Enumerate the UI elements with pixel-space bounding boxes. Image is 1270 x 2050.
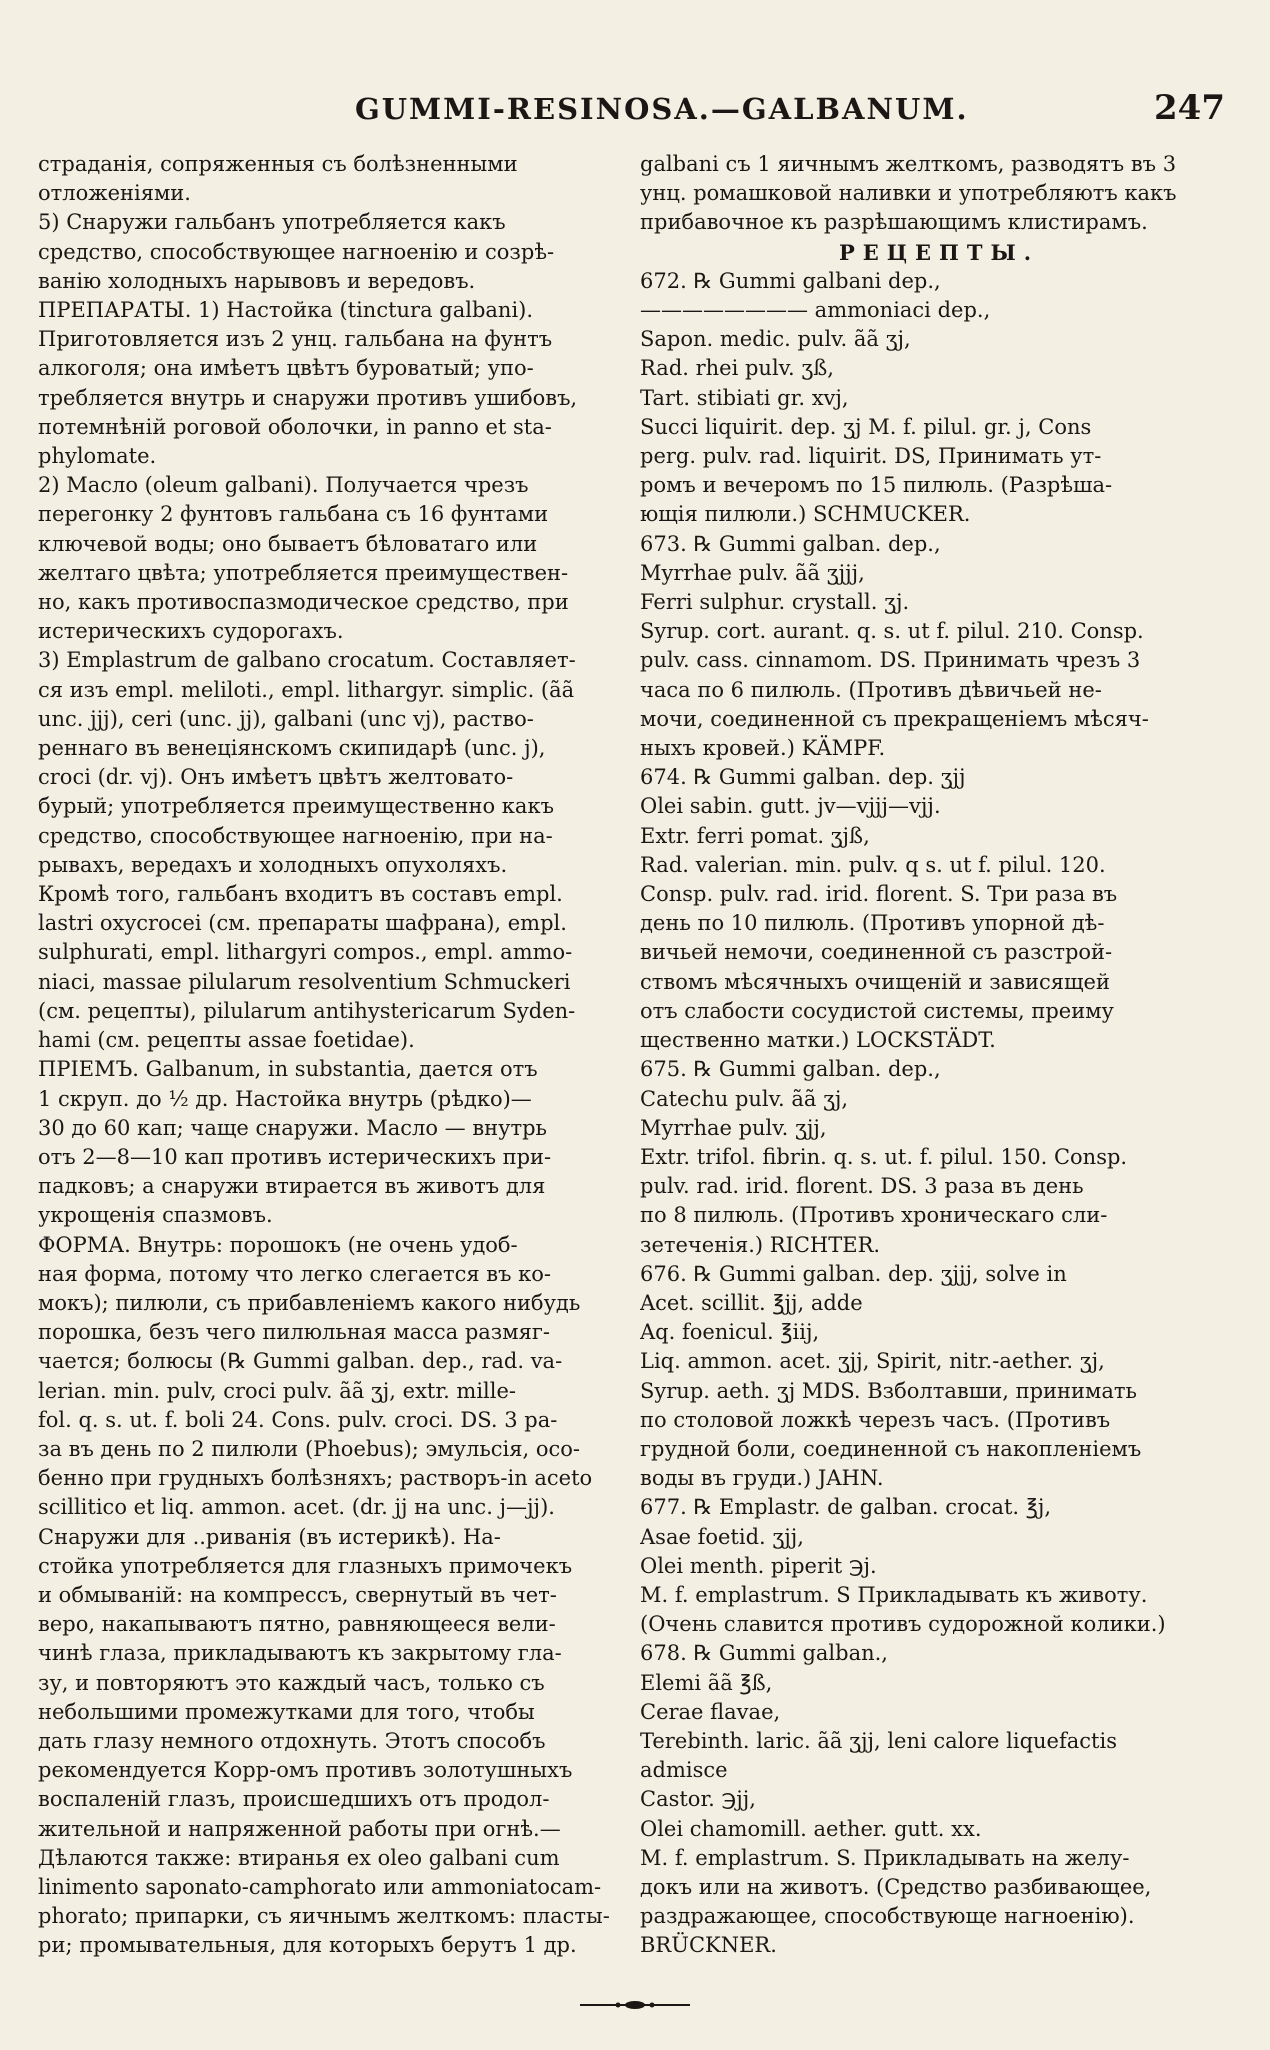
text-line: Cerae flavae, (640, 1699, 781, 1724)
running-header (0, 88, 1270, 138)
text-line: вичьей немочи, соединенной съ разстрой- (640, 940, 1113, 965)
recipes-heading: РЕЦЕПТЫ. (838, 239, 1040, 265)
text-line: докъ или на животъ. (Средство разбивающее, (640, 1874, 1152, 1899)
text-line: linimento saponato-camphorato или ammoniatocam- (38, 1874, 602, 1899)
text-line: Olei menth. piperit ℈j. (640, 1553, 877, 1578)
text-line: по 8 пилюль. (Противъ хроническаго сли- (640, 1203, 1108, 1228)
text-line: phylomate. (38, 444, 157, 469)
text-line: средство, способствующее нагноенію и созрѣ- (38, 239, 555, 264)
text-line: бурый; употребляется преимущественно какъ (38, 794, 554, 819)
end-ornament (580, 1998, 690, 2012)
text-line: pulv. cass. cinnamom. DS. Принимать чрезъ 3 (640, 648, 1141, 673)
text-line: Castor. ℈jj, (640, 1787, 756, 1812)
text-line: Catechu pulv. ãã ʒj, (640, 1086, 849, 1111)
text-line: unc. jjj), cerі (unc. jj), galbani (unc vj), раство- (38, 706, 534, 731)
text-line: реннаго въ венеціянскомъ скипидарѣ (unc. j), (38, 736, 546, 761)
text-line: раздражающее, способствующе нагноенію). (640, 1904, 1135, 1929)
text-line: Rad. rhei pulv. ʒß, (640, 356, 834, 381)
text-line: отъ 2—8—10 кап противъ истерическихъ при- (38, 1144, 552, 1169)
text-line: стойка употребляется для глазныхъ примочекъ (38, 1553, 573, 1578)
text-line: 1 скруп. до ½ др. Настойка внутрь (рѣдко)— (38, 1086, 532, 1111)
text-line: ФОРМА. Внутрь: порошокъ (не очень удоб- (38, 1232, 518, 1257)
text-line: galbani съ 1 яичнымъ желткомъ, разводятъ въ 3 (640, 152, 1177, 176)
text-line: ющія пилюли.) SCHMUCKER. (640, 502, 971, 527)
text-line: Tart. stibiati gr. xvj, (640, 385, 849, 410)
text-line: scillitico et liq. ammon. acet. (dr. jj на unc. j—jj). (38, 1495, 555, 1520)
text-line: бенно при грудныхъ болѣзняхъ; растворъ-in aceto (38, 1466, 593, 1491)
text-line: Syrup. cort. aurant. q. s. ut f. pilul. 210. Consp. (640, 619, 1144, 644)
text-line: phorato; припарки, съ яичнымъ желткомъ: пласты- (38, 1904, 610, 1929)
text-line: зу, и повторяютъ это каждый часъ, только съ (38, 1670, 545, 1695)
text-line: Extr. ferri pomat. ʒjß, (640, 823, 870, 848)
text-line: ванію холодныхъ нарывовъ и вередовъ. (38, 268, 476, 293)
text-line: 673. ℞ Gummi galban. dep., (640, 531, 941, 556)
text-line: 677. ℞ Emplastr. de galban. crocat. ℥j, (640, 1495, 1052, 1520)
text-line: отложеніями. (38, 181, 191, 206)
text-line: croci (dr. vj). Онъ имѣетъ цвѣтъ желтовато- (38, 765, 514, 790)
text-line: 672. ℞ Gummi galbani dep., (640, 268, 941, 293)
text-line: порошка, безъ чего пилюльная масса размяг- (38, 1320, 550, 1345)
text-line: истерическихъ судорогахъ. (38, 619, 344, 644)
text-line: зетеченія.) RICHTER. (640, 1232, 881, 1257)
text-line: M. f. emplastrum. S Прикладывать къ животу. (640, 1582, 1148, 1607)
text-line: Rad. valerian. min. pulv. q s. ut f. pilul. 120. (640, 852, 1106, 877)
text-line: но, какъ противоспазмодическое средство, при (38, 590, 569, 615)
text-line: ромъ и вечеромъ по 15 пилюль. (Разрѣша- (640, 473, 1113, 498)
text-line: чается; болюсы (℞ Gummi galban. dep., rad. va- (38, 1349, 563, 1374)
text-line: ся изъ empl. meliloti., empl. lithargyr. simplic. (ãã (38, 677, 575, 702)
text-line: Syrup. aeth. ʒj MDS. Взболтавши, принимать (640, 1378, 1137, 1403)
text-line: дать глазу немного отдохнуть. Этотъ способъ (38, 1728, 546, 1753)
text-line: ———————— ammoniaci dep., (640, 298, 991, 323)
text-line: lastri oxycrocei (см. препараты шафрана), empl. (38, 911, 567, 936)
text-line: ПРЕПАРАТЫ. 1) Настойка (tinctura galbani). (38, 298, 534, 323)
text-line: 674. ℞ Gummi galban. dep. ʒjj (640, 765, 966, 790)
text-line: Liq. ammon. acet. ʒjj, Spirit, nitr.-aether. ʒj, (640, 1349, 1105, 1374)
text-line: перегонку 2 фунтовъ гальбана съ 16 фунтами (38, 502, 549, 527)
text-line: часа по 6 пилюль. (Противъ дѣвичьей не- (640, 677, 1102, 702)
text-line: fol. q. s. ut. f. boli 24. Cons. pulv. croci. DS. 3 ра- (38, 1407, 558, 1432)
text-line: Приготовляется изъ 2 унц. гальбана на фунтъ (38, 327, 553, 352)
text-line: Olei sabin. gutt. jv—vjjj—vjj. (640, 794, 941, 819)
text-line: Myrrhae pulv. ʒjj, (640, 1115, 827, 1140)
text-line: страданія, сопряженныя съ болѣзненными (38, 152, 518, 176)
text-line: воды въ груди.) JAHN. (640, 1466, 884, 1491)
text-line: Terebinth. laric. ãã ʒjj, leni calore liquefactis (640, 1728, 1117, 1753)
text-line: Aq. foenicul. ℥iij, (640, 1320, 820, 1345)
text-line: 676. ℞ Gummi galban. dep. ʒjjj, solve in (640, 1261, 1067, 1286)
text-line: средство, способствующее нагноенію, при на- (38, 823, 553, 848)
text-line: ныхъ кровей.) KÄMPF. (640, 736, 886, 761)
text-line: за въ день по 2 пилюли (Phoebus); эмульсія, осо- (38, 1436, 581, 1461)
text-line: желтаго цвѣта; употребляется преимуществен- (38, 560, 569, 585)
text-line: и обмываній: на компрессъ, свернутый въ чет- (38, 1582, 557, 1607)
text-line: (см. рецепты), pilularum antihystericarum Syden- (38, 998, 576, 1023)
text-line: Consp. pulv. rad. irid. florent. S. Три раза въ (640, 882, 1118, 907)
text-line: Extr. trifol. fibrin. q. s. ut. f. pilul. 150. Consp. (640, 1144, 1128, 1169)
text-line: мочи, соединенной съ прекращеніемъ мѣсяч- (640, 706, 1149, 731)
text-line: рывахъ, вередахъ и холодныхъ опухоляхъ. (38, 852, 508, 877)
text-line: потемнѣній роговой оболочки, in panno et sta- (38, 414, 552, 439)
text-line: падковъ; а снаружи втирается въ животъ для (38, 1174, 546, 1199)
text-line: алкоголя; она имѣетъ цвѣтъ буроватый; упо- (38, 356, 534, 381)
text-line: 30 до 60 кап; чаще снаружи. Масло — внутрь (38, 1115, 547, 1140)
left-column (38, 150, 628, 1961)
text-line: niaci, massae pilularum resolventium Schmuckeri (38, 969, 571, 994)
text-line: 678. ℞ Gummi galban., (640, 1641, 888, 1666)
text-line: hami (см. рецепты assae foetidae). (38, 1028, 415, 1053)
text-line: унц. ромашковой наливки и употребляютъ какъ (640, 181, 1177, 206)
text-line: Снаружи для ..риванія (въ истерикѣ). На- (38, 1524, 501, 1549)
text-line: ключевой воды; оно бываетъ бѣловатаго или (38, 531, 538, 556)
text-line: 3) Emplastrum de galbano crocatum. Составляет- (38, 648, 576, 673)
text-line: Кромѣ того, гальбанъ входитъ въ составъ empl. (38, 882, 563, 907)
text-line: BRÜCKNER. (640, 1933, 777, 1958)
text-line: день по 10 пилюль. (Противъ упорной дѣ- (640, 911, 1105, 936)
text-line: Olei chamomill. aether. gutt. xx. (640, 1816, 982, 1841)
text-line: небольшими промежутками для того, чтобы (38, 1699, 535, 1724)
text-line: грудной боли, соединенной съ накопленіемъ (640, 1436, 1142, 1461)
text-line: требляется внутрь и снаружи противъ ушибовъ, (38, 385, 578, 410)
text-line: мокъ); пилюли, съ прибавленіемъ какого нибудь (38, 1290, 581, 1315)
text-line: Дѣлаются также: втиранья ex oleo galbani cum (38, 1845, 560, 1870)
text-line: Succi liquirit. dep. ʒj M. f. pilul. gr. j, Cons (640, 414, 1092, 439)
text-line: прибавочное къ разрѣшающимъ клистирамъ. (640, 210, 1148, 235)
text-line: M. f. emplastrum. S. Прикладывать на желу- (640, 1845, 1130, 1870)
text-line: ри; промывательныя, для которыхъ берутъ 1 др. (38, 1933, 577, 1958)
text-line: чинѣ глаза, прикладываютъ къ закрытому гла- (38, 1641, 562, 1666)
text-line: (Очень славится противъ судорожной колики.) (640, 1612, 1166, 1637)
text-line: укрощенія спазмовъ. (38, 1203, 273, 1228)
text-line: Ferri sulphur. crystall. ʒj. (640, 590, 910, 615)
text-line: 2) Масло (oleum galbani). Получается чрезъ (38, 473, 529, 498)
text-line: рекомендуется Корр-омъ противъ золотушныхъ (38, 1758, 573, 1783)
right-column (640, 150, 1238, 1961)
text-line: sulphurati, empl. lithargyri compos., empl. ammo- (38, 940, 573, 965)
text-line: Sapon. medic. pulv. ãã ʒj, (640, 327, 911, 352)
page-number: 247 (1154, 88, 1225, 128)
text-line: Myrrhae pulv. ãã ʒjjj, (640, 560, 865, 585)
text-line: по столовой ложкѣ черезъ часъ. (Противъ (640, 1407, 1111, 1432)
text-line: отъ слабости сосудистой системы, преиму (640, 998, 1114, 1023)
text-line: ная форма, потому что легко слегается въ ко- (38, 1261, 551, 1286)
text-line: perg. pulv. rad. liquirit. DS, Принимать ут- (640, 444, 1102, 469)
text-line: lerian. min. pulv, croci pulv. ãã ʒj, extr. mille- (38, 1378, 517, 1403)
text-line: Asae foetid. ʒjj, (640, 1524, 804, 1549)
text-line: 5) Снаружи гальбанъ употребляется какъ (38, 210, 506, 235)
running-title: GUMMI-RESINOSA.—GALBANUM. (355, 92, 969, 126)
text-line: жительной и напряженной работы при огнѣ.— (38, 1816, 561, 1841)
text-line: щественно матки.) LOCKSTÄDT. (640, 1028, 996, 1053)
text-line: pulv. rad. irid. florent. DS. 3 раза въ день (640, 1174, 1084, 1199)
text-line: Elemi ãã ℥ß, (640, 1670, 773, 1695)
text-line: ПРІЕМЪ. Galbanum, in substantia, дается отъ (38, 1057, 538, 1082)
text-line: воспаленій глазъ, происшедшихъ отъ продол- (38, 1787, 550, 1812)
text-line: веро, накапываютъ пятно, равняющееся вели- (38, 1612, 556, 1637)
text-line: admisce (640, 1758, 728, 1783)
text-line: 675. ℞ Gummi galban. dep., (640, 1057, 941, 1082)
text-line: ствомъ мѣсячныхъ очищеній и зависящей (640, 969, 1110, 994)
text-line: Acet. scillit. ℥jj, adde (640, 1290, 863, 1315)
